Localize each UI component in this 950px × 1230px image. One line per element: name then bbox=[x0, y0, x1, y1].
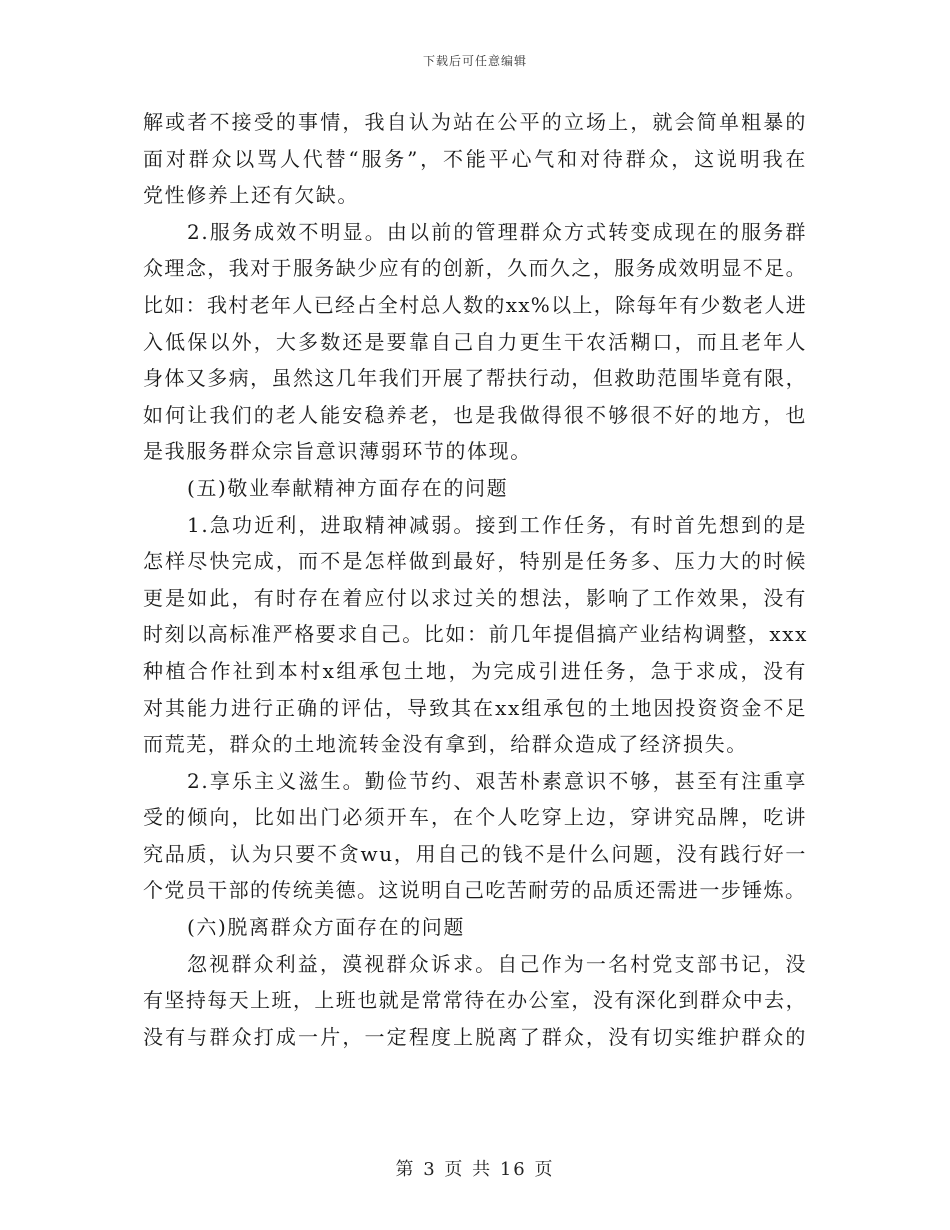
text-line: 没有与群众打成一片，一定程度上脱离了群众，没有切实维护群众的 bbox=[143, 1024, 807, 1049]
page-footer: 第 3 页 共 16 页 bbox=[395, 1159, 555, 1180]
text-line: 时刻以高标准严格要求自己。比如：前几年提倡搞产业结构调整，xxx bbox=[143, 622, 809, 647]
text-line: 对其能力进行正确的评估，导致其在xx组承包的土地因投资资金不足 bbox=[143, 695, 807, 720]
text-line: 如何让我们的老人能安稳养老，也是我做得很不够很不好的地方，也 bbox=[143, 402, 807, 427]
text-line: (六)脱离群众方面存在的问题 bbox=[187, 915, 466, 940]
text-line: 种植合作社到本村x组承包土地，为完成引进任务，急于求成，没有 bbox=[143, 658, 807, 683]
text-line: 是我服务群众宗旨意识薄弱环节的体现。 bbox=[143, 439, 532, 464]
text-line: 入低保以外，大多数还是要靠自己自力更生干农活糊口，而且老年人 bbox=[143, 329, 807, 354]
text-line: 更是如此，有时存在着应付以求过关的想法，影响了工作效果，没有 bbox=[143, 585, 807, 610]
text-line: 党性修养上还有欠缺。 bbox=[143, 183, 359, 208]
text-line: 而荒芜，群众的土地流转金没有拿到，给群众造成了经济损失。 bbox=[143, 732, 748, 757]
text-line: 究品质，认为只要不贪wu，用自己的钱不是什么问题，没有践行好一 bbox=[143, 841, 807, 866]
text-line: 有坚持每天上班，上班也就是常常待在办公室，没有深化到群众中去， bbox=[143, 988, 807, 1013]
text-line: 2.服务成效不明显。由以前的管理群众方式转变成现在的服务群 bbox=[187, 219, 807, 244]
text-line: 面对群众以骂人代替“服务”，不能平心气和对待群众，这说明我在 bbox=[143, 146, 807, 171]
text-line: 个党员干部的传统美德。这说明自己吃苦耐劳的品质还需进一步锤炼。 bbox=[143, 878, 807, 903]
text-line: 众理念，我对于服务缺少应有的创新，久而久之，服务成效明显不足。 bbox=[143, 256, 807, 281]
text-line: 受的倾向，比如出门必须开车，在个人吃穿上边，穿讲究品牌，吃讲 bbox=[143, 805, 807, 830]
text-line: 2.享乐主义滋生。勤俭节约、艰苦朴素意识不够，甚至有注重享 bbox=[187, 768, 807, 793]
text-line: (五)敬业奉献精神方面存在的问题 bbox=[187, 475, 509, 500]
text-line: 1.急功近利，进取精神减弱。接到工作任务，有时首先想到的是 bbox=[187, 512, 807, 537]
body-text bbox=[143, 104, 807, 1055]
text-line: 怎样尽快完成，而不是怎样做到最好，特别是任务多、压力大的时候 bbox=[143, 549, 807, 574]
page-header: 下载后可任意编辑 bbox=[422, 54, 527, 68]
text-line: 比如：我村老年人已经占全村总人数的xx%以上，除每年有少数老人进 bbox=[143, 292, 807, 317]
text-line: 忽视群众利益，漠视群众诉求。自己作为一名村党支部书记，没 bbox=[187, 951, 807, 976]
text-line: 身体又多病，虽然这几年我们开展了帮扶行动，但救助范围毕竟有限， bbox=[143, 366, 807, 391]
text-line: 解或者不接受的事情，我自认为站在公平的立场上，就会简单粗暴的 bbox=[143, 110, 807, 134]
